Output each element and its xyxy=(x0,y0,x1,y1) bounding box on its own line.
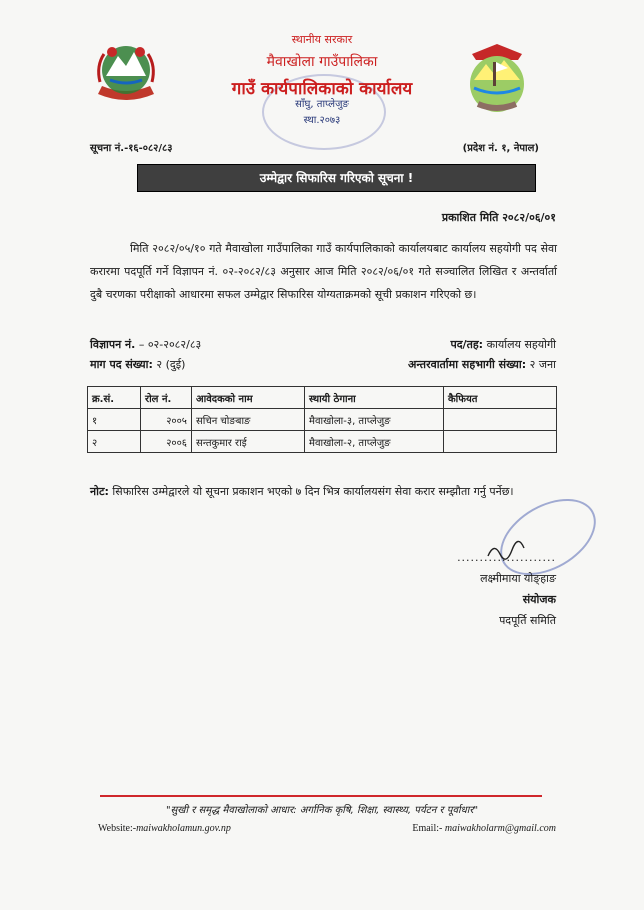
col-roll-no: रोल नं. xyxy=(141,387,192,409)
header-established: स्था.२०७३ xyxy=(303,115,341,126)
cell-roll-no: २००५ xyxy=(141,409,192,431)
table-header-row xyxy=(88,387,557,409)
signatory-role: संयोजक xyxy=(522,593,556,606)
cell-roll-no: २००६ xyxy=(141,431,192,453)
header-municipality-name: मैवाखोला गाउँपालिका xyxy=(266,54,378,70)
col-remarks: कैफियत xyxy=(444,387,557,409)
cell-applicant-name: सन्तकुमार राई xyxy=(192,431,305,453)
notice-reference-number: सूचना नं.-१६-०८२/८३ xyxy=(90,143,173,154)
province-label: (प्रदेश नं. १, नेपाल) xyxy=(462,143,539,154)
table-row xyxy=(88,409,557,431)
advertisement-number xyxy=(90,337,201,352)
demand-post-count xyxy=(90,357,185,372)
cell-applicant-name: सचिन चोङबाङ xyxy=(192,409,305,431)
post-label: पद/तह: xyxy=(450,338,484,351)
website-link[interactable]: maiwakholamun.gov.np xyxy=(136,823,231,834)
header-office-name: गाउँ कार्यपालिकाको कार्यालय xyxy=(231,79,413,99)
cell-serial: २ xyxy=(88,431,141,453)
ad-label: विज्ञापन नं. xyxy=(90,338,136,351)
cell-address: मैवाखोला-२, ताप्लेजुङ xyxy=(305,431,444,453)
footer-email xyxy=(412,823,556,834)
footer-slogan: "सुखी र समृद्ध मैवाखोलाको आधार: अर्गानिक कृषि, शिक्षा, स्वास्थ्य, पर्यटन र पूर्वाधार" xyxy=(165,805,479,816)
candidate-table xyxy=(87,386,557,453)
website-label: Website:- xyxy=(98,823,137,834)
interview-value: २ जना xyxy=(526,358,556,371)
footer-website xyxy=(98,823,231,834)
post-level xyxy=(450,337,556,352)
note-label: नोट: xyxy=(90,485,109,498)
signatory-committee: पदपूर्ति समिति xyxy=(499,614,556,627)
ad-value: – ०२-२०८२/८३ xyxy=(135,338,202,351)
email-label: Email:- xyxy=(412,823,445,834)
demand-label: माग पद संख्या: xyxy=(90,358,153,371)
notice-title-banner: उम्मेद्वार सिफारिस गरिएको सूचना ! xyxy=(137,164,536,192)
col-address: स्थायी ठेगाना xyxy=(305,387,444,409)
note-text xyxy=(90,484,560,499)
col-applicant-name: आवेदकको नाम xyxy=(192,387,305,409)
header-line-local-govt: स्थानीय सरकार xyxy=(291,33,353,46)
demand-value: २ (दुई) xyxy=(152,358,186,371)
col-serial: क्र.सं. xyxy=(88,387,141,409)
cell-address: मैवाखोला-३, ताप्लेजुङ xyxy=(305,409,444,431)
table-row xyxy=(88,431,557,453)
interview-label: अन्तरवार्तामा सहभागी संख्या: xyxy=(408,358,527,371)
note-body: सिफारिस उम्मेद्वारले यो सूचना प्रकाशन भएको ७ दिन भित्र कार्यालयसंग सेवा करार सम्झौता गर्नु पर्नेछ। xyxy=(108,485,514,498)
cell-remarks xyxy=(444,409,557,431)
interview-participant-count xyxy=(408,357,556,372)
notice-body-paragraph: मिति २०८२/०५/१० गते मैवाखोला गाउँपालिका गाउँ कार्यपालिकाको कार्यालयबाट कार्यालय सहयोगी पद सेवा करारमा पदपूर्ति गर्ने विज्ञापन नं. ०२-२०८२/८३ अनुसार आज मिति २०८२/०६/०१ गते सञ्चालित लिखित र अन्तर्वार्ता दुबै चरणका परीक्षाको आधारमा सफल उम्मेद्वार सिफारिस योग्यताक्रमको सूची प्रकाशन गरिएको छ। xyxy=(90,242,557,301)
post-value: कार्यालय सहयोगी xyxy=(483,338,556,351)
signature-block xyxy=(356,547,556,631)
cell-remarks xyxy=(444,431,557,453)
email-link[interactable]: maiwakholarm@gmail.com xyxy=(444,823,556,834)
signature-dots: ...................... xyxy=(457,551,556,564)
published-date: प्रकाशित मिति २०८२/०६/०१ xyxy=(441,211,556,224)
cell-serial: १ xyxy=(88,409,141,431)
footer-divider xyxy=(100,795,542,797)
header-address: साँघु, ताप्लेजुङ xyxy=(295,99,349,110)
signatory-name: लक्ष्मीमाया योङ्हाङ xyxy=(480,572,556,585)
